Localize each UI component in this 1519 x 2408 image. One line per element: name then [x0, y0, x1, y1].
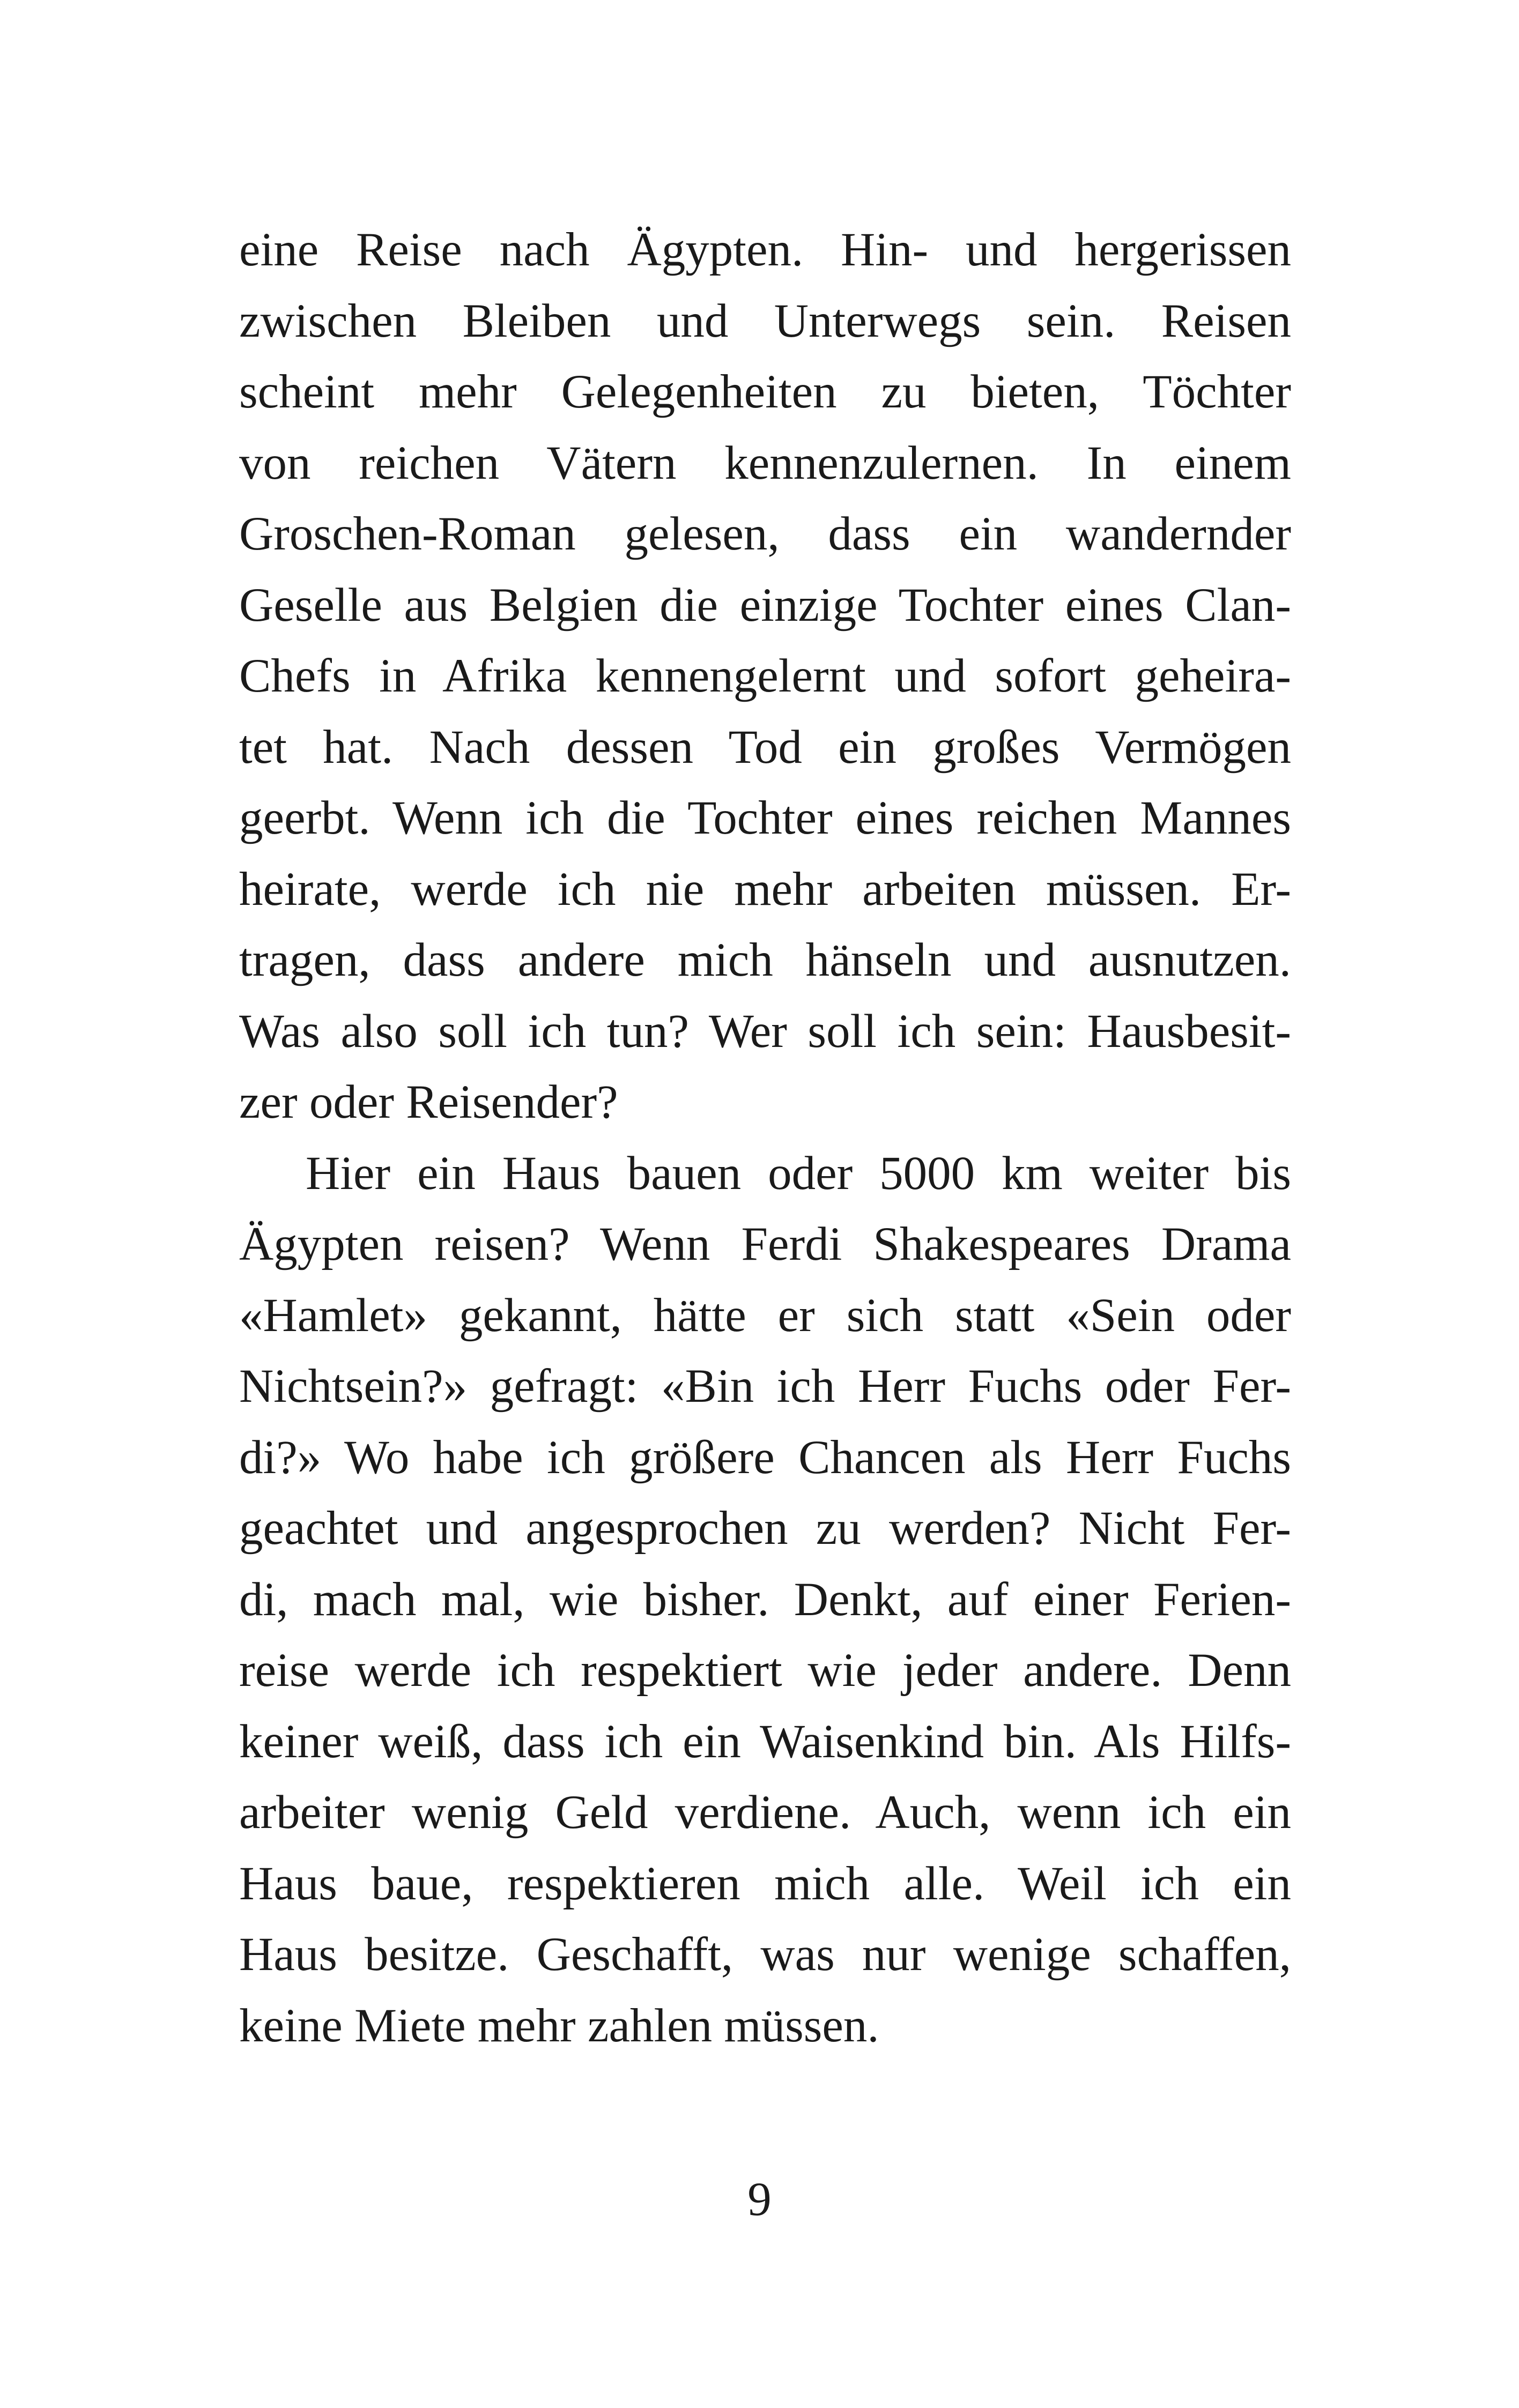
text-line: Haus besitze. Geschafft, was nur wenige schaffen, — [239, 1928, 1291, 1981]
text-line-last: keine Miete mehr zahlen müssen. — [239, 1999, 879, 2052]
text-line: Geselle aus Belgien die einzige Tochter eines Clan- — [239, 578, 1291, 631]
text-line: eine Reise nach Ägypten. Hin- und hergerissen — [239, 224, 1291, 276]
text-line: geerbt. Wenn ich die Tochter eines reichen Mannes — [239, 792, 1291, 844]
text-line: Nichtsein?» gefragt: «Bin ich Herr Fuchs oder Fer- — [239, 1360, 1291, 1413]
text-line: geachtet und angesprochen zu werden? Nicht Fer- — [239, 1502, 1291, 1555]
text-line: Haus baue, respektieren mich alle. Weil ich ein — [239, 1857, 1291, 1910]
text-line: arbeiter wenig Geld verdiene. Auch, wenn ich ein — [239, 1786, 1291, 1839]
text-line: von reichen Vätern kennenzulernen. In einem — [239, 436, 1291, 489]
text-line: zwischen Bleiben und Unterwegs sein. Reisen — [239, 294, 1291, 347]
text-line: tragen, dass andere mich hänseln und ausnutzen. — [239, 934, 1291, 986]
text-line: di?» Wo habe ich größere Chancen als Herr Fuchs — [239, 1431, 1291, 1484]
text-line: keiner weiß, dass ich ein Waisenkind bin. Als Hilfs- — [239, 1715, 1291, 1768]
text-line: «Hamlet» gekannt, hätte er sich statt «Sein oder — [239, 1289, 1291, 1342]
text-line: Ägypten reisen? Wenn Ferdi Shakespeares Drama — [239, 1218, 1291, 1270]
paragraph-2 — [239, 1138, 1291, 2062]
text-line: Chefs in Afrika kennengelernt und sofort geheira- — [239, 650, 1291, 702]
page-number: 9 — [747, 2173, 772, 2226]
text-line: reise werde ich respektiert wie jeder andere. Denn — [239, 1644, 1291, 1697]
text-line: tet hat. Nach dessen Tod ein großes Vermögen — [239, 720, 1291, 774]
paragraph-1 — [239, 214, 1291, 1138]
text-line-last: zer oder Reisender? — [239, 1076, 618, 1128]
text-line: Was also soll ich tun? Wer soll ich sein: Hausbesit- — [239, 1005, 1291, 1058]
text-line: Groschen-Roman gelesen, dass ein wandernder — [239, 508, 1291, 560]
text-line: scheint mehr Gelegenheiten zu bieten, Töchter — [239, 366, 1291, 418]
text-line: di, mach mal, wie bisher. Denkt, auf einer Ferien- — [239, 1573, 1291, 1626]
body-text — [239, 214, 1291, 2061]
text-line-indented: Hier ein Haus bauen oder 5000 km weiter bis — [306, 1147, 1291, 1200]
text-line: heirate, werde ich nie mehr arbeiten müssen. Er- — [239, 863, 1291, 916]
